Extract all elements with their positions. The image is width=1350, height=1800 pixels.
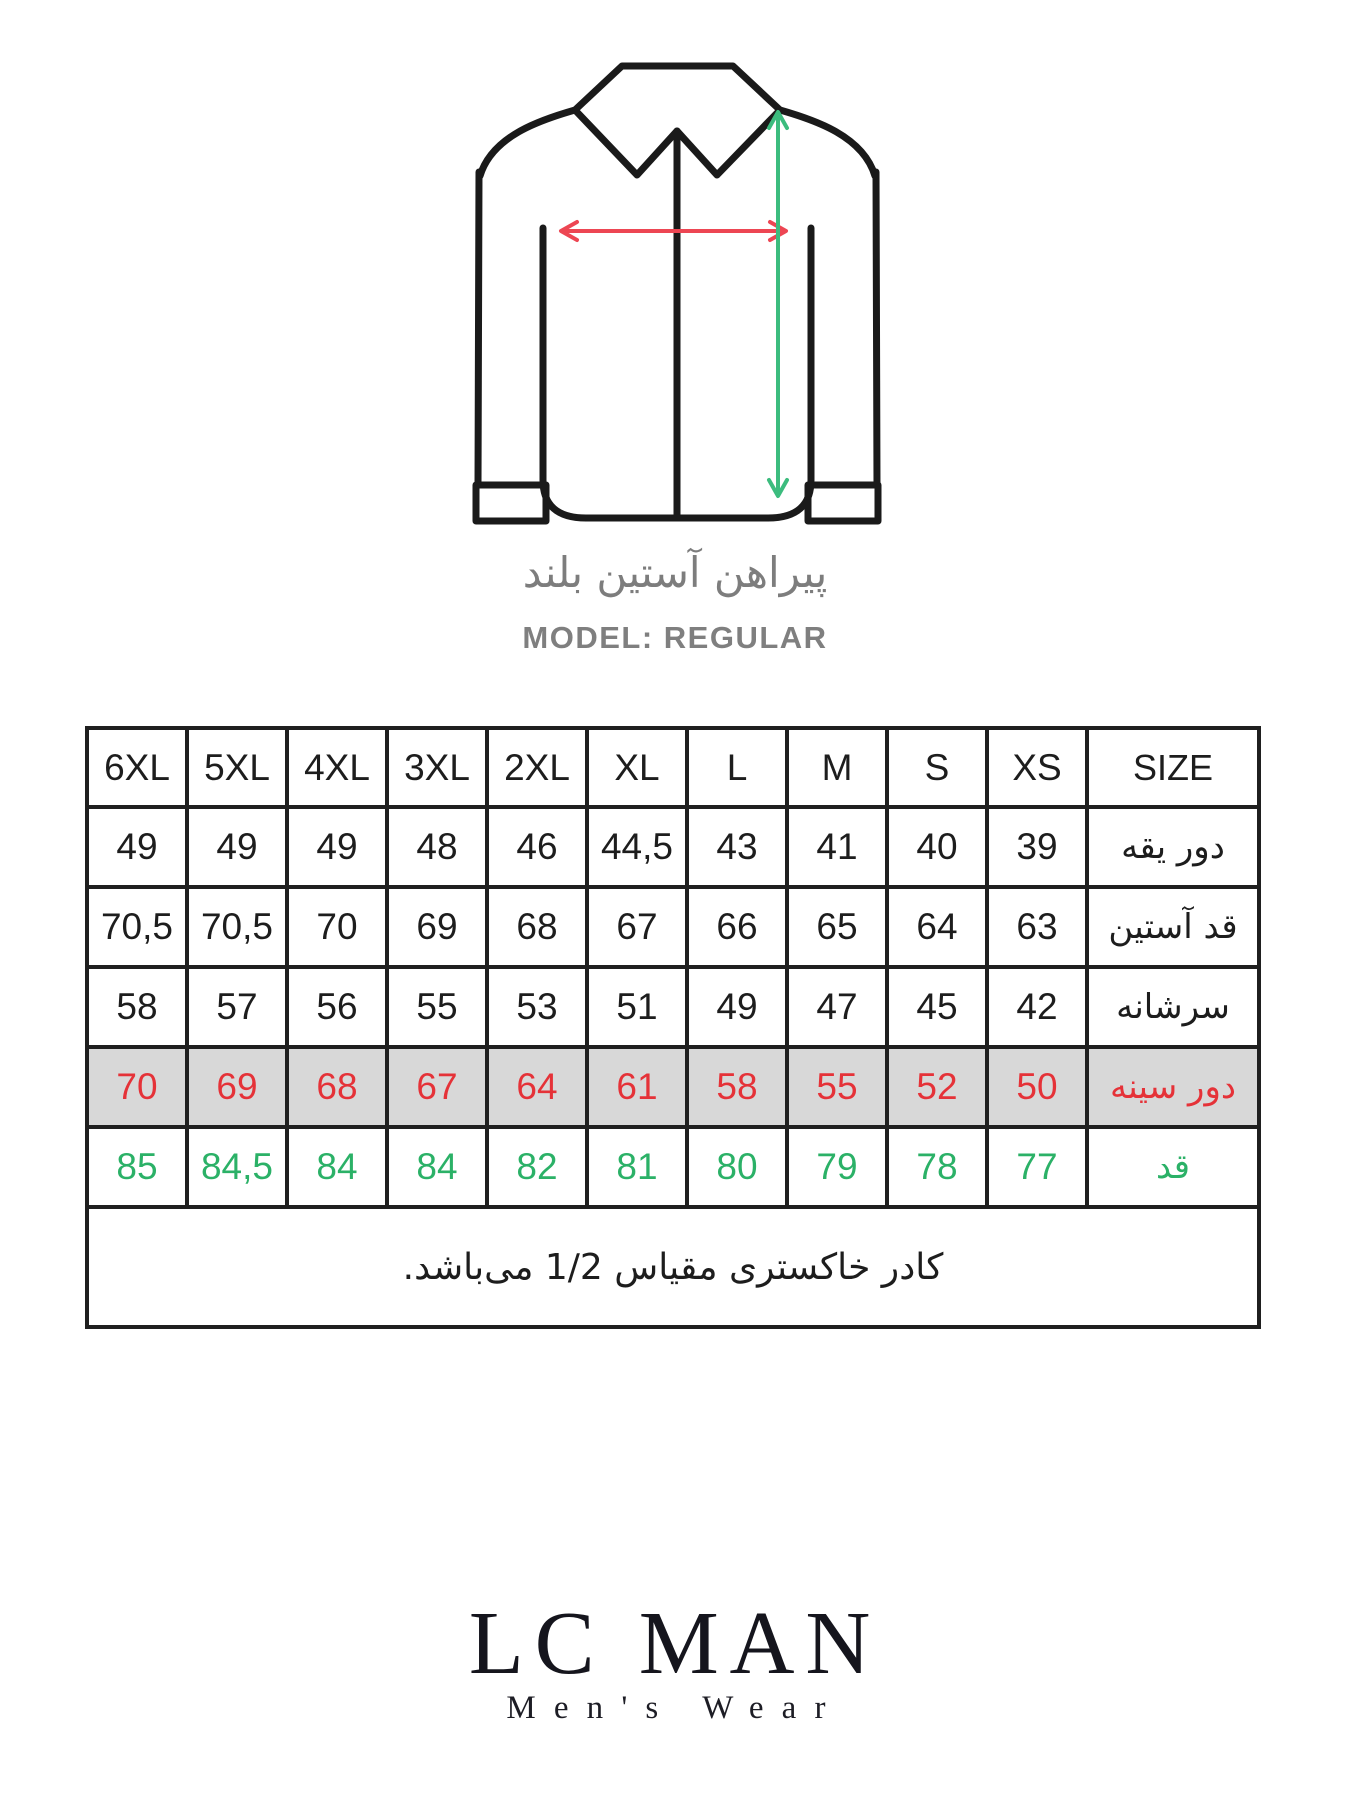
sleeve-length-m-value: 65 — [787, 887, 887, 967]
collar-6xl-value: 49 — [87, 807, 187, 887]
length-xl-value: 81 — [587, 1127, 687, 1207]
row-label-chest: دور سینه — [1087, 1047, 1259, 1127]
collar-xs-value: 39 — [987, 807, 1087, 887]
size-table-header-row — [87, 728, 1259, 807]
chest-6xl-value: 70 — [87, 1047, 187, 1127]
collar-2xl-value: 46 — [487, 807, 587, 887]
chest-s-value: 52 — [887, 1047, 987, 1127]
shoulder-xl-value: 51 — [587, 967, 687, 1047]
size-col-header-3xl: 3XL — [387, 728, 487, 807]
sleeve-length-l-value: 66 — [687, 887, 787, 967]
size-col-header-s: S — [887, 728, 987, 807]
shoulder-3xl-value: 55 — [387, 967, 487, 1047]
sleeve-length-3xl-value: 69 — [387, 887, 487, 967]
length-xs-value: 77 — [987, 1127, 1087, 1207]
collar-s-value: 40 — [887, 807, 987, 887]
size-col-header-m: M — [787, 728, 887, 807]
size-col-header-xl: XL — [587, 728, 687, 807]
right-cuff — [808, 485, 878, 521]
sleeve-length-s-value: 64 — [887, 887, 987, 967]
collar-xl-value: 44,5 — [587, 807, 687, 887]
length-6xl-value: 85 — [87, 1127, 187, 1207]
length-measure-arrow — [769, 112, 787, 496]
chest-l-value: 58 — [687, 1047, 787, 1127]
chest-4xl-value: 68 — [287, 1047, 387, 1127]
shoulder-l-value: 49 — [687, 967, 787, 1047]
length-l-value: 80 — [687, 1127, 787, 1207]
chest-2xl-value: 64 — [487, 1047, 587, 1127]
collar-5xl-value: 49 — [187, 807, 287, 887]
shoulder-s-value: 45 — [887, 967, 987, 1047]
collar-m-value: 41 — [787, 807, 887, 887]
collar-3xl-value: 48 — [387, 807, 487, 887]
collar-4xl-value: 49 — [287, 807, 387, 887]
shoulder-6xl-value: 58 — [87, 967, 187, 1047]
sleeve-length-4xl-value: 70 — [287, 887, 387, 967]
shoulder-xs-value: 42 — [987, 967, 1087, 1047]
shirt-outline — [476, 66, 878, 521]
collar-l-value: 43 — [687, 807, 787, 887]
left-cuff — [476, 485, 546, 521]
model-label: MODEL: REGULAR — [522, 620, 828, 655]
scale-note: کادر خاکستری مقیاس 1/2 می‌باشد. — [87, 1207, 1259, 1327]
row-collar — [87, 807, 1259, 887]
row-chest — [87, 1047, 1259, 1127]
chest-5xl-value: 69 — [187, 1047, 287, 1127]
size-col-header-xs: XS — [987, 728, 1087, 807]
length-3xl-value: 84 — [387, 1127, 487, 1207]
row-label-collar: دور یقه — [1087, 807, 1259, 887]
chest-m-value: 55 — [787, 1047, 887, 1127]
row-label-sleeve-length: قد آستین — [1087, 887, 1259, 967]
sleeve-length-2xl-value: 68 — [487, 887, 587, 967]
length-4xl-value: 84 — [287, 1127, 387, 1207]
row-label-shoulder: سرشانه — [1087, 967, 1259, 1047]
size-header-cell: SIZE — [1087, 728, 1259, 807]
shirt-drawing — [450, 36, 900, 542]
product-title-fa: پیراهن آستین بلند — [522, 548, 828, 597]
length-s-value: 78 — [887, 1127, 987, 1207]
sleeve-length-xs-value: 63 — [987, 887, 1087, 967]
size-col-header-6xl: 6XL — [87, 728, 187, 807]
note-row — [87, 1207, 1259, 1327]
size-table — [85, 726, 1261, 1329]
length-2xl-value: 82 — [487, 1127, 587, 1207]
chest-3xl-value: 67 — [387, 1047, 487, 1127]
shoulder-4xl-value: 56 — [287, 967, 387, 1047]
size-col-header-4xl: 4XL — [287, 728, 387, 807]
row-sleeve-length — [87, 887, 1259, 967]
brand-tagline: Men's Wear — [506, 1690, 844, 1726]
length-m-value: 79 — [787, 1127, 887, 1207]
chest-xl-value: 61 — [587, 1047, 687, 1127]
shoulder-m-value: 47 — [787, 967, 887, 1047]
size-col-header-5xl: 5XL — [187, 728, 287, 807]
sleeve-length-6xl-value: 70,5 — [87, 887, 187, 967]
size-col-header-2xl: 2XL — [487, 728, 587, 807]
shoulder-2xl-value: 53 — [487, 967, 587, 1047]
length-5xl-value: 84,5 — [187, 1127, 287, 1207]
brand-logo: LC MAN — [468, 1594, 882, 1693]
row-label-length: قد — [1087, 1127, 1259, 1207]
shirt-diagram — [450, 36, 900, 542]
size-col-header-l: L — [687, 728, 787, 807]
sleeve-length-xl-value: 67 — [587, 887, 687, 967]
row-length — [87, 1127, 1259, 1207]
shoulder-5xl-value: 57 — [187, 967, 287, 1047]
sleeve-length-5xl-value: 70,5 — [187, 887, 287, 967]
row-shoulder — [87, 967, 1259, 1047]
chest-xs-value: 50 — [987, 1047, 1087, 1127]
